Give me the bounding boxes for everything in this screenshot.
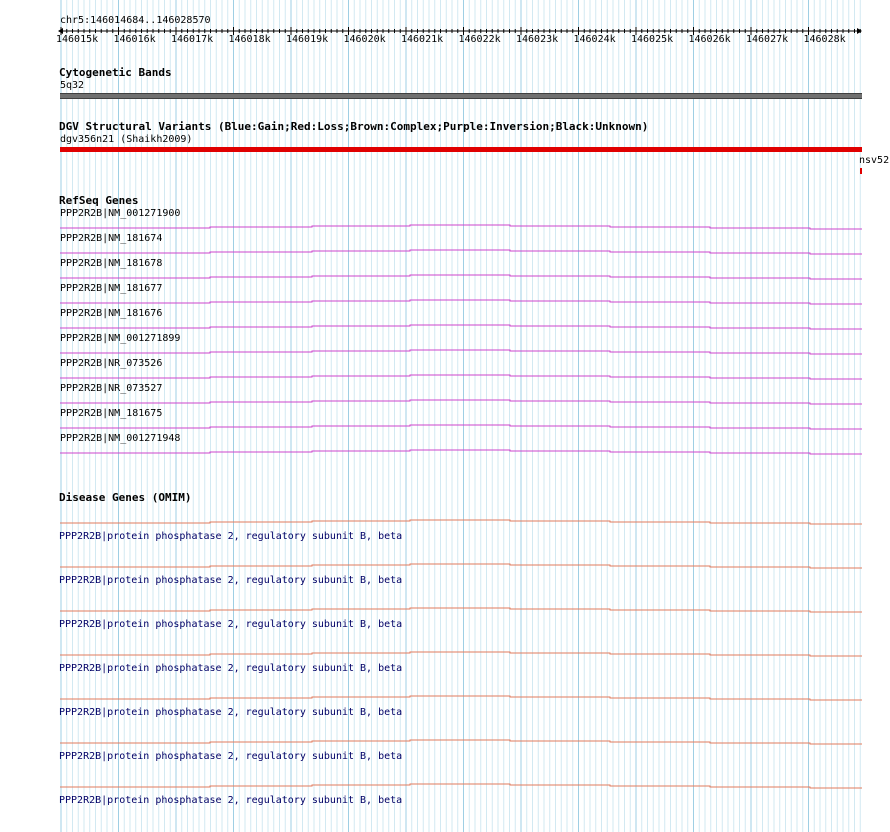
refseq-gene-line[interactable] bbox=[60, 250, 862, 254]
refseq-gene-line[interactable] bbox=[60, 450, 862, 454]
refseq-gene-line[interactable] bbox=[60, 375, 862, 379]
ruler-tick-label: 146026k bbox=[688, 34, 731, 45]
cytoband-bar[interactable] bbox=[60, 93, 862, 99]
ruler-tick-label: 146020k bbox=[343, 34, 386, 45]
refseq-gene-model[interactable] bbox=[0, 273, 890, 283]
omim-gene-model[interactable] bbox=[0, 519, 890, 529]
cytoband-track-title: Cytogenetic Bands bbox=[59, 66, 172, 79]
refseq-gene-label[interactable]: PPP2R2B|NM_001271948 bbox=[60, 433, 181, 444]
refseq-gene-label[interactable]: PPP2R2B|NR_073526 bbox=[60, 358, 163, 369]
refseq-gene-line[interactable] bbox=[60, 300, 862, 304]
refseq-gene-line[interactable] bbox=[60, 225, 862, 229]
omim-gene-label[interactable]: PPP2R2B|protein phosphatase 2, regulatory subunit B, beta bbox=[59, 707, 403, 718]
ruler-tick-label: 146022k bbox=[458, 34, 501, 45]
omim-track-title: Disease Genes (OMIM) bbox=[59, 491, 192, 504]
omim-gene-label[interactable]: PPP2R2B|protein phosphatase 2, regulatory subunit B, beta bbox=[59, 795, 403, 806]
refseq-gene-model[interactable] bbox=[0, 298, 890, 308]
omim-gene-line[interactable] bbox=[60, 652, 862, 656]
refseq-gene-label[interactable]: PPP2R2B|NM_181675 bbox=[60, 408, 163, 419]
cytoband-label: 5q32 bbox=[60, 80, 85, 91]
omim-gene-line[interactable] bbox=[60, 740, 862, 744]
refseq-track-title: RefSeq Genes bbox=[59, 194, 139, 207]
refseq-gene-label[interactable]: PPP2R2B|NM_001271899 bbox=[60, 333, 181, 344]
refseq-gene-model[interactable] bbox=[0, 248, 890, 258]
refseq-gene-model[interactable] bbox=[0, 398, 890, 408]
refseq-gene-model[interactable] bbox=[0, 323, 890, 333]
ruler-tick-label: 146027k bbox=[746, 34, 789, 45]
ruler-tick-label: 146015k bbox=[56, 34, 99, 45]
refseq-gene-label[interactable]: PPP2R2B|NR_073527 bbox=[60, 383, 163, 394]
refseq-gene-line[interactable] bbox=[60, 325, 862, 329]
dgv-right-label: nsv52 bbox=[859, 155, 890, 166]
omim-gene-model[interactable] bbox=[0, 607, 890, 617]
omim-gene-model[interactable] bbox=[0, 783, 890, 793]
refseq-gene-model[interactable] bbox=[0, 223, 890, 233]
omim-gene-model[interactable] bbox=[0, 695, 890, 705]
ruler-tick-label: 146019k bbox=[286, 34, 329, 45]
refseq-gene-label[interactable]: PPP2R2B|NM_181677 bbox=[60, 283, 163, 294]
refseq-gene-model[interactable] bbox=[0, 448, 890, 458]
dgv-track-title: DGV Structural Variants (Blue:Gain;Red:Loss;Brown:Complex;Purple:Inversion;Black:Unknown) bbox=[59, 120, 649, 133]
ruler-tick-label: 146025k bbox=[631, 34, 674, 45]
ruler-tick-label: 146028k bbox=[803, 34, 846, 45]
ruler-tick-label: 146021k bbox=[401, 34, 444, 45]
refseq-gene-line[interactable] bbox=[60, 350, 862, 354]
refseq-gene-label[interactable]: PPP2R2B|NM_001271900 bbox=[60, 208, 181, 219]
omim-gene-line[interactable] bbox=[60, 564, 862, 568]
refseq-gene-line[interactable] bbox=[60, 425, 862, 429]
refseq-gene-line[interactable] bbox=[60, 400, 862, 404]
refseq-gene-label[interactable]: PPP2R2B|NM_181674 bbox=[60, 233, 163, 244]
ruler-tick-label: 146016k bbox=[113, 34, 156, 45]
refseq-gene-model[interactable] bbox=[0, 423, 890, 433]
omim-gene-label[interactable]: PPP2R2B|protein phosphatase 2, regulatory subunit B, beta bbox=[59, 663, 403, 674]
omim-gene-line[interactable] bbox=[60, 608, 862, 612]
refseq-gene-model[interactable] bbox=[0, 373, 890, 383]
refseq-gene-line[interactable] bbox=[60, 275, 862, 279]
refseq-gene-model[interactable] bbox=[0, 348, 890, 358]
omim-gene-label[interactable]: PPP2R2B|protein phosphatase 2, regulatory subunit B, beta bbox=[59, 575, 403, 586]
omim-gene-line[interactable] bbox=[60, 520, 862, 524]
dgv-feature-bar[interactable] bbox=[60, 147, 862, 152]
refseq-gene-label[interactable]: PPP2R2B|NM_181676 bbox=[60, 308, 163, 319]
omim-gene-line[interactable] bbox=[60, 784, 862, 788]
omim-gene-label[interactable]: PPP2R2B|protein phosphatase 2, regulatory subunit B, beta bbox=[59, 531, 403, 542]
omim-gene-model[interactable] bbox=[0, 739, 890, 749]
omim-gene-label[interactable]: PPP2R2B|protein phosphatase 2, regulatory subunit B, beta bbox=[59, 751, 403, 762]
dgv-feature-label: dgv356n21 (Shaikh2009) bbox=[60, 134, 193, 145]
ruler-tick-label: 146018k bbox=[228, 34, 271, 45]
ruler-tick-label: 146024k bbox=[573, 34, 616, 45]
dgv-right-feature-mark[interactable] bbox=[860, 168, 862, 174]
ruler-tick-label: 146017k bbox=[171, 34, 214, 45]
refseq-gene-label[interactable]: PPP2R2B|NM_181678 bbox=[60, 258, 163, 269]
omim-gene-model[interactable] bbox=[0, 651, 890, 661]
ruler-tick-label: 146023k bbox=[516, 34, 559, 45]
region-label: chr5:146014684..146028570 bbox=[60, 15, 211, 26]
omim-gene-line[interactable] bbox=[60, 696, 862, 700]
omim-gene-model[interactable] bbox=[0, 563, 890, 573]
omim-gene-label[interactable]: PPP2R2B|protein phosphatase 2, regulatory subunit B, beta bbox=[59, 619, 403, 630]
